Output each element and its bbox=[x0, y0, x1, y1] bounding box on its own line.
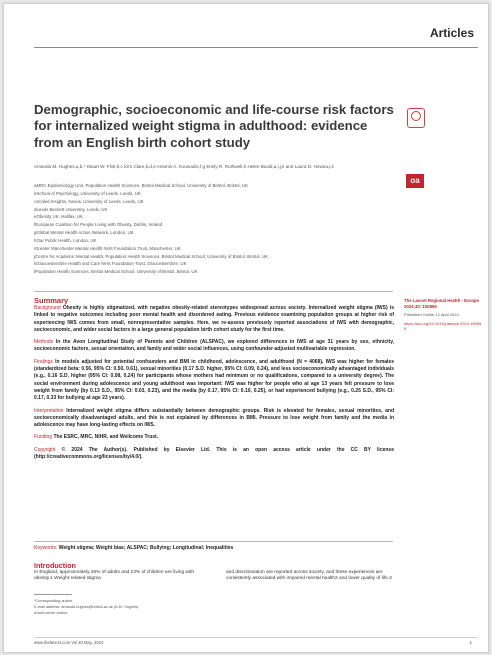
summary-rule bbox=[34, 291, 393, 292]
article-page bbox=[3, 3, 489, 653]
abstract-methods bbox=[34, 339, 394, 354]
abstract-funding bbox=[34, 434, 394, 441]
footnote-rule bbox=[34, 594, 72, 595]
affiliation-item: hOur Public Health, London, UK bbox=[34, 237, 97, 243]
footnote-item: E-mail address: amanda.hughes@bristol.ac.uk (A.M. Hughes). bbox=[34, 605, 140, 609]
affiliation-item: lPopulation Health Sciences, Bristol Medical School, University of Bristol, Bristol, UK bbox=[34, 269, 198, 275]
footer-rule bbox=[34, 637, 478, 638]
methods-text: In the Avon Longitudinal Study of Parents and Children (ALSPAC), we explored differences in IWS at age 31 years by sex, ethnicity, socioeconomic factors, sexual orientation, and family and wider social influences, using confounder-adjusted multivariable regression. bbox=[34, 339, 395, 353]
section-label: Articles bbox=[429, 26, 474, 40]
published-date: Published Online 12 April 2024 bbox=[404, 312, 459, 318]
affiliation-item: iGreater Manchester Mental Health NHS Foundation Trust, Manchester, UK bbox=[34, 245, 181, 251]
abstract-background bbox=[34, 305, 394, 334]
footer-journal: www.thelancet.com Vol 40 May, 2024 bbox=[34, 640, 104, 645]
article-title: Demographic, socioeconomic and life-course risk factors for internalized weight stigma in adulthood: evidence from an English birth cohort study bbox=[34, 102, 394, 150]
affiliation-item: kGloucestershire Health and Care NHS Foundation Trust, Gloucestershire, UK bbox=[34, 261, 187, 267]
keywords-label: Keywords: bbox=[34, 545, 58, 551]
footnote-item: aJoint senior author. bbox=[34, 611, 69, 615]
keywords-text: Weight stigma; Weight bias; ALSPAC; Bullying; Longitudinal; Inequalities bbox=[58, 545, 234, 551]
affiliation-item: eObesity UK, Halifax, UK bbox=[34, 214, 84, 220]
affiliation-item: dLeeds Beckett University, Leeds, UK bbox=[34, 206, 108, 212]
journal-citation: The Lancet Regional Health - Europe 2024;40: 100895 bbox=[404, 298, 479, 309]
abstract-copyright bbox=[34, 447, 394, 462]
abstract-findings bbox=[34, 359, 394, 403]
methods-label: Methods bbox=[34, 339, 54, 346]
intro-column-2: and discrimination are reported across society, and these experiences are consistently associated with impaired mental health2 and lower quality of life.3 bbox=[226, 570, 392, 582]
introduction-heading: Introduction bbox=[34, 561, 76, 570]
affiliation-item: bSchool of Psychology, University of Leeds, Leeds, UK bbox=[34, 190, 141, 196]
copyright-label: Copyright bbox=[34, 446, 56, 453]
intro-column-1: In England, approximately 26% of adults and 23% of children are living with obesity.1 Weight-related stigma bbox=[34, 570, 194, 582]
interpretation-text: Internalized weight stigma differs substantially between demographic groups. Risk is elevated for females, sexual minorities, and socioeconomically disadvantaged adults, and this is not explained by differences in BMI. Pressure to lose weight from family and the media in adolescence may have long-lasting effects on IWS. bbox=[34, 407, 395, 429]
affiliation-item: cScaled Insights, Nexus, University of Leeds, Leeds, UK bbox=[34, 198, 144, 204]
background-text: Obesity is highly stigmatized, with negative obesity-related stereotypes widespread across society. Internalized weight stigma (IWS) is linked to negative outcomes including poor mental health and disordered eating. Previous evidence examining population groups at higher risk of experiencing IWS comes from small, nonrepresentative samples. Here, we re-assess previously reported associations of IWS with demographic, socioeconomic, and wider social factors in a large general population birth cohort study for the first time. bbox=[34, 305, 394, 333]
footnote-item: *Corresponding author. bbox=[34, 599, 74, 603]
doi-link[interactable]: https://doi.org/10.1016/j.lanepe.2024.100895 bbox=[404, 320, 482, 332]
affiliation-item: fEuropean Coalition for People Living with Obesity, Dublin, Ireland bbox=[34, 222, 163, 228]
copyright-text: © 2024 The Author(s). Published by Elsevier Ltd. This is an open access article under the CC BY license (http://creativecommons.org/licenses/by/4.0/). bbox=[34, 446, 394, 461]
affiliation-item: aMRC Epidemiology Unit, Population Health Sciences, Bristol Medical School, University of Bristol, Bristol, UK bbox=[34, 183, 249, 188]
background-label: Background bbox=[34, 305, 61, 311]
findings-text: In models adjusted for potential confounders and BMI in childhood, adolescence, and adulthood (N = 4068), IWS was higher for females (standardized beta: 0.56, 95% CI: 0.50, 0.61), sexual minorities (0.17 S.D. higher, 95% CI: 0.09, 0.24), and less socioeconomically advantaged individuals (e.g., 0.16 S.D. higher (95% CI: 0.08, 0.24) for participants whose mothers had minimum or no qualifications, compared to a university degree). The social environment during adolescence and young adulthood was important: IWS was higher for people who at age 13 years felt pressure to lose weight from family (by 0.13 S.D., 95% CI: 0.03, 0.23), and the media (by 0.17, 95% CI: 0.10, 0.25), or had experienced bullying (e.g., 0.25 S.D., 95% CI: 0.17, 0.33 for bullying at age 23 years). bbox=[34, 358, 394, 402]
keywords bbox=[34, 545, 394, 551]
abstract bbox=[34, 305, 394, 466]
author-list: Amanda M. Hughes,a,b,* Stuart W. Flint,b,c Kim Clare,b,d,e Antonis A. Kousoulis,f,g Emily R. Rothwell,h Helen Bould,a,i,j,k and Laura D. Howea,i,k bbox=[34, 164, 334, 169]
affiliation-list bbox=[34, 182, 394, 276]
footnotes bbox=[34, 598, 204, 616]
affiliation-item: gGlobal Mental Health Action Network, London, UK bbox=[34, 230, 134, 236]
journal-sidebar bbox=[404, 298, 482, 332]
funding-text: The ESRC, MRC, NIHR, and Wellcome Trust. bbox=[53, 434, 159, 441]
open-access-icon: oa bbox=[406, 174, 424, 188]
summary-heading: Summary bbox=[34, 296, 69, 305]
keywords-rule bbox=[34, 541, 393, 542]
findings-label: Findings bbox=[34, 358, 53, 365]
page-number: 1 bbox=[469, 640, 472, 645]
interpretation-label: Interpretation bbox=[34, 407, 64, 414]
header-rule bbox=[34, 47, 478, 48]
affiliation-item: jCentre for Academic Mental Health, Population Health Sciences, Bristol Medical School, University of Bristol, Bristol, UK bbox=[34, 253, 269, 259]
funding-label: Funding bbox=[34, 434, 53, 441]
abstract-interpretation bbox=[34, 408, 394, 430]
check-for-updates-icon[interactable] bbox=[407, 108, 425, 128]
